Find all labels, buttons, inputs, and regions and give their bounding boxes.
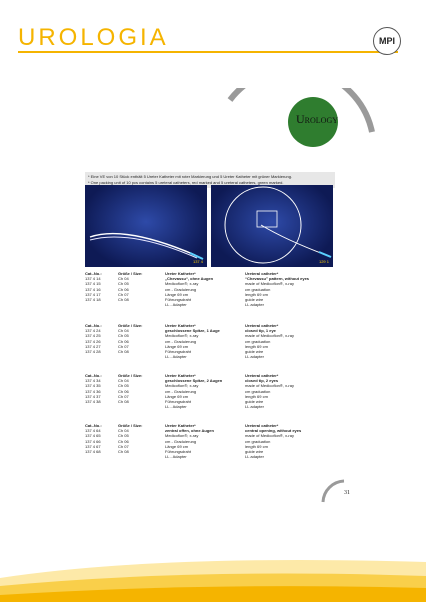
size: Ch 04 xyxy=(118,378,129,384)
en-line: LL adapter xyxy=(245,454,264,460)
de-header: Ureter Katheter* xyxy=(165,373,196,378)
footer-waves xyxy=(0,540,426,602)
cat-no: 137 4 68 xyxy=(85,449,101,455)
de-line: LL - Adapter xyxy=(165,302,187,308)
page-title: UROLOGIA xyxy=(18,24,169,51)
size: Ch 08 xyxy=(118,297,129,303)
cat-no-column xyxy=(85,323,102,354)
size-column xyxy=(118,323,142,354)
de-line: LL - Adapter xyxy=(165,354,187,360)
size: Ch 04 xyxy=(118,428,129,434)
en-line: made of Medicoflon®, x-ray xyxy=(245,433,294,439)
german-description xyxy=(165,423,214,459)
de-header: Ureter Katheter* xyxy=(165,323,196,328)
cat-no: 137 4 26 xyxy=(85,338,101,344)
en-line: cm graduation xyxy=(245,388,271,394)
cat-no: 137 4 65 xyxy=(85,433,101,439)
urology-badge-label: Urology xyxy=(296,112,338,126)
size-header: Größe / Size: xyxy=(118,423,143,428)
en-line: made of Medicoflon®, x-ray xyxy=(245,281,294,287)
size: Ch 07 xyxy=(118,343,129,349)
cat-no-column xyxy=(85,271,102,302)
cat-no: 137 4 14 xyxy=(85,276,101,282)
en-line: closed tip, 2 eyes xyxy=(245,378,279,384)
en-line: length 69 cm xyxy=(245,443,268,449)
german-description xyxy=(165,271,213,307)
de-line: „Chevassu“, ohne Augen xyxy=(165,276,214,282)
de-line: Medicoflon®, x-ray xyxy=(165,383,199,389)
en-header: Ureteral catheter* xyxy=(245,271,279,276)
size: Ch 06 xyxy=(118,438,129,444)
de-line: Führungsdraht xyxy=(165,449,192,455)
de-line: Medicoflon®, x-ray xyxy=(165,333,199,339)
en-line: cm graduation xyxy=(245,338,271,344)
cat-no: 137 4 25 xyxy=(85,333,101,339)
en-line: length 69 cm xyxy=(245,393,268,399)
size: Ch 05 xyxy=(118,383,129,389)
size: Ch 05 xyxy=(118,433,129,439)
en-line: LL adapter xyxy=(245,404,264,410)
en-line: guide wire xyxy=(245,297,264,303)
de-line: Führungsdraht xyxy=(165,297,192,303)
de-line: Länge 69 cm xyxy=(165,343,189,349)
catheter-image-left xyxy=(85,185,207,267)
size: Ch 05 xyxy=(118,333,129,339)
cat-no-column xyxy=(85,373,102,404)
cat-no: 137 4 35 xyxy=(85,383,101,389)
cat-no: 137 4 27 xyxy=(85,343,101,349)
size-column xyxy=(118,271,142,302)
en-line: central opening, without eyes xyxy=(245,428,302,434)
size: Ch 08 xyxy=(118,349,129,355)
en-line: cm graduation xyxy=(245,286,271,292)
german-description xyxy=(165,373,222,409)
photo-caption-left: 137 4 xyxy=(192,259,203,264)
en-line: length 69 cm xyxy=(245,343,268,349)
cat-no: 137 4 37 xyxy=(85,393,101,399)
catheter-photo-left xyxy=(85,185,207,267)
de-line: LL - Adapter xyxy=(165,454,187,460)
en-line: made of Medicoflon®, x-ray xyxy=(245,333,294,339)
en-line: cm graduation xyxy=(245,438,271,444)
en-line: guide wire xyxy=(245,449,264,455)
cat-no: 137 4 67 xyxy=(85,443,101,449)
size: Ch 08 xyxy=(118,399,129,405)
note-line-de: * Eine VE von 10 Stück enthält 5 Ureter Katheter mit roter Markierung und 5 Ureter Katheter mit grüner Markierung. xyxy=(88,174,293,179)
de-line: Führungsdraht xyxy=(165,349,192,355)
de-line: Medicoflon®, x-ray xyxy=(165,433,199,439)
en-line: LL adapter xyxy=(245,302,264,308)
catheter-photo-right xyxy=(211,185,333,267)
de-line: cm - Graduierung xyxy=(165,388,197,394)
size: Ch 08 xyxy=(118,449,129,455)
en-line: guide wire xyxy=(245,349,264,355)
title-underline xyxy=(18,51,398,53)
english-description xyxy=(245,271,309,307)
photo-caption-right: 129 1 xyxy=(318,259,329,264)
cat-no-header: Cat.-No.: xyxy=(85,423,102,428)
de-line: geschlossene Spitze, 2 Augen xyxy=(165,378,223,384)
cat-no: 137 4 28 xyxy=(85,349,101,355)
cat-no: 137 4 66 xyxy=(85,438,101,444)
de-line: Länge 69 cm xyxy=(165,393,189,399)
en-header: Ureteral catheter* xyxy=(245,373,279,378)
cat-no: 137 4 24 xyxy=(85,328,101,334)
size: Ch 05 xyxy=(118,281,129,287)
en-line: closed tip, 1 eye xyxy=(245,328,276,334)
size: Ch 04 xyxy=(118,328,129,334)
de-line: Länge 69 cm xyxy=(165,443,189,449)
cat-no: 137 4 18 xyxy=(85,297,101,303)
size: Ch 07 xyxy=(118,443,129,449)
en-line: guide wire xyxy=(245,399,264,405)
page-number: 31 xyxy=(344,490,350,496)
cat-no: 137 4 36 xyxy=(85,388,101,394)
cat-no: 137 4 64 xyxy=(85,428,101,434)
de-line: Medicoflon®, x-ray xyxy=(165,281,199,287)
de-line: Länge 69 cm xyxy=(165,291,189,297)
english-description xyxy=(245,323,294,359)
cat-no-header: Cat.-No.: xyxy=(85,373,102,378)
cat-no: 137 4 16 xyxy=(85,286,101,292)
de-line: cm - Graduierung xyxy=(165,338,197,344)
en-line: made of Medicoflon®, x-ray xyxy=(245,383,294,389)
de-line: geschlossene Spitze, 1 Auge xyxy=(165,328,220,334)
en-header: Ureteral catheter* xyxy=(245,323,279,328)
size: Ch 06 xyxy=(118,286,129,292)
en-line: length 69 cm xyxy=(245,291,268,297)
de-header: Ureter Katheter* xyxy=(165,423,196,428)
size: Ch 04 xyxy=(118,276,129,282)
mpi-logo: MPI xyxy=(373,27,401,55)
cat-no: 137 4 15 xyxy=(85,281,101,287)
size: Ch 07 xyxy=(118,393,129,399)
size-column xyxy=(118,373,142,404)
cat-no-header: Cat.-No.: xyxy=(85,271,102,276)
german-description xyxy=(165,323,220,359)
size-header: Größe / Size: xyxy=(118,271,143,276)
cat-no: 137 4 34 xyxy=(85,378,101,384)
cat-no-column xyxy=(85,423,102,454)
size: Ch 07 xyxy=(118,291,129,297)
note-line-en: * One packing unit of 10 pcs contains 5 ureteral catheters, red marked and 5 ureteral catheters, green marked. xyxy=(88,180,284,185)
en-line: LL adapter xyxy=(245,354,264,360)
size: Ch 06 xyxy=(118,388,129,394)
de-line: Führungsdraht xyxy=(165,399,192,405)
catheter-image-right xyxy=(211,185,333,267)
de-line: cm - Graduierung xyxy=(165,286,197,292)
en-line: “Chevassu” pattern, without eyes xyxy=(245,276,310,282)
size-column xyxy=(118,423,142,454)
de-header: Ureter Katheter* xyxy=(165,271,196,276)
size-header: Größe / Size: xyxy=(118,323,143,328)
en-header: Ureteral catheter* xyxy=(245,423,279,428)
english-description xyxy=(245,373,294,409)
de-line: cm - Graduierung xyxy=(165,438,197,444)
cat-no: 137 4 17 xyxy=(85,291,101,297)
de-line: zentral offen, ohne Augen xyxy=(165,428,214,434)
cat-no-header: Cat.-No.: xyxy=(85,323,102,328)
de-line: LL - Adapter xyxy=(165,404,187,410)
size: Ch 06 xyxy=(118,338,129,344)
size-header: Größe / Size: xyxy=(118,373,143,378)
english-description xyxy=(245,423,301,459)
cat-no: 137 4 38 xyxy=(85,399,101,405)
